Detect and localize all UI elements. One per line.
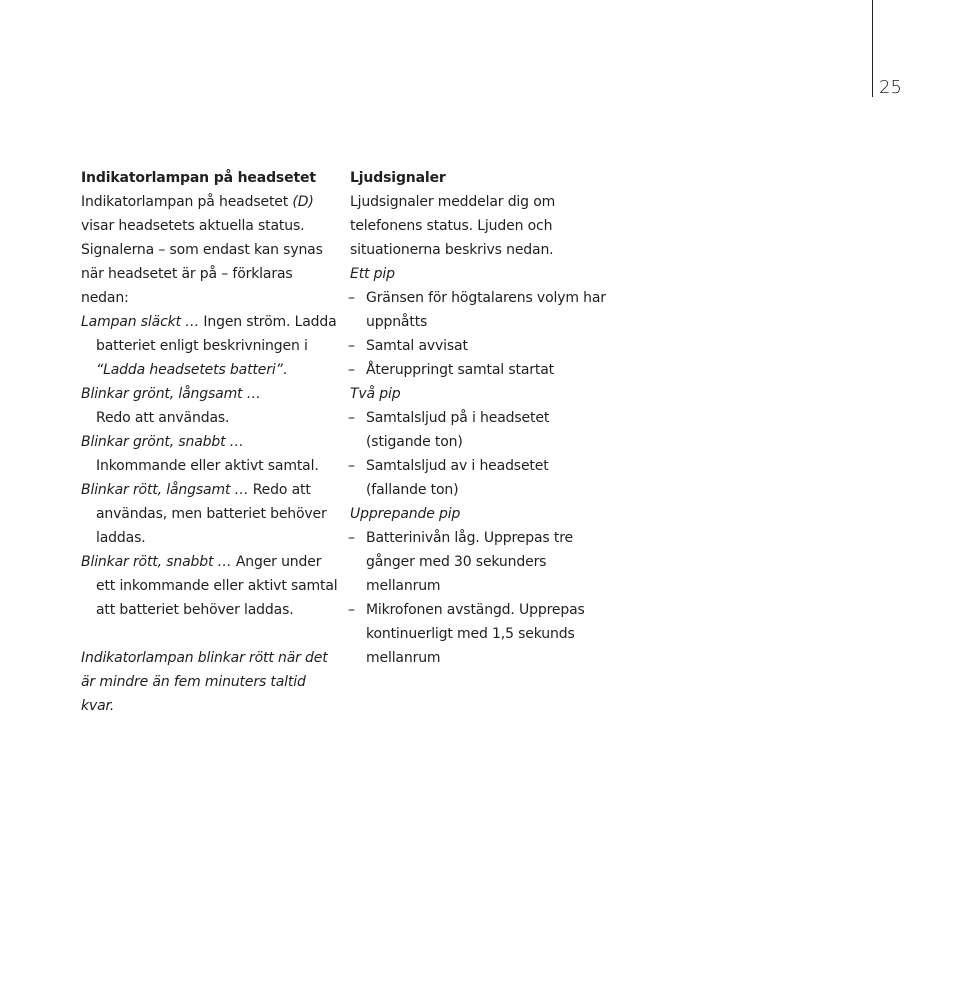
section-intro: Indikatorlampan på headsetet (D) visar headsetets aktuella status. Signalerna – som endast kan synas när headsetet är på – förklaras nedan:: [81, 194, 323, 306]
list-item: – Återuppringt samtal startat: [348, 362, 554, 378]
list-item: – Samtalsljud på i headsetet (stigande ton): [348, 410, 550, 450]
page-number-rule: [872, 0, 873, 97]
status-item: Blinkar rött, långsamt … Redo att användas, men batteriet behöver laddas.: [81, 482, 327, 546]
sound-signals-section: [348, 166, 610, 670]
signal-group-title: Ett pip: [350, 266, 395, 282]
section-intro: Ljudsignaler meddelar dig om telefonens status. Ljuden och situationerna beskrivs nedan.: [350, 194, 556, 258]
list-item: – Samtalsljud av i headsetet (fallande ton): [348, 458, 549, 498]
list-item: – Mikrofonen avstängd. Upprepas kontinuerligt med 1,5 sekunds mellanrum: [348, 602, 585, 666]
section-heading: Indikatorlampan på headsetet: [81, 170, 316, 186]
status-item: Lampan släckt … Ingen ström. Ladda batteriet enligt beskrivningen i “Ladda headsetets batteri”.: [81, 314, 337, 378]
list-item: – Samtal avvisat: [348, 338, 468, 354]
status-item: Blinkar grönt, långsamt … Redo att användas.: [81, 386, 261, 426]
list-item: – Gränsen för högtalarens volym har uppnåtts: [348, 290, 606, 330]
signal-group-title: Upprepande pip: [350, 506, 461, 522]
status-item: Blinkar grönt, snabbt … Inkommande eller aktivt samtal.: [81, 434, 319, 474]
signal-group-title: Två pip: [350, 386, 401, 402]
note: Indikatorlampan blinkar rött när det är mindre än fem minuters taltid kvar.: [81, 650, 328, 714]
page-number: 25: [879, 77, 902, 98]
indicator-light-section: [81, 166, 343, 718]
list-item: – Batterinivån låg. Upprepas tre gånger med 30 sekunders mellanrum: [348, 530, 573, 594]
status-item: Blinkar rött, snabbt … Anger under ett inkommande eller aktivt samtal att batteriet behöver laddas.: [81, 554, 338, 618]
section-heading: Ljudsignaler: [350, 170, 446, 186]
